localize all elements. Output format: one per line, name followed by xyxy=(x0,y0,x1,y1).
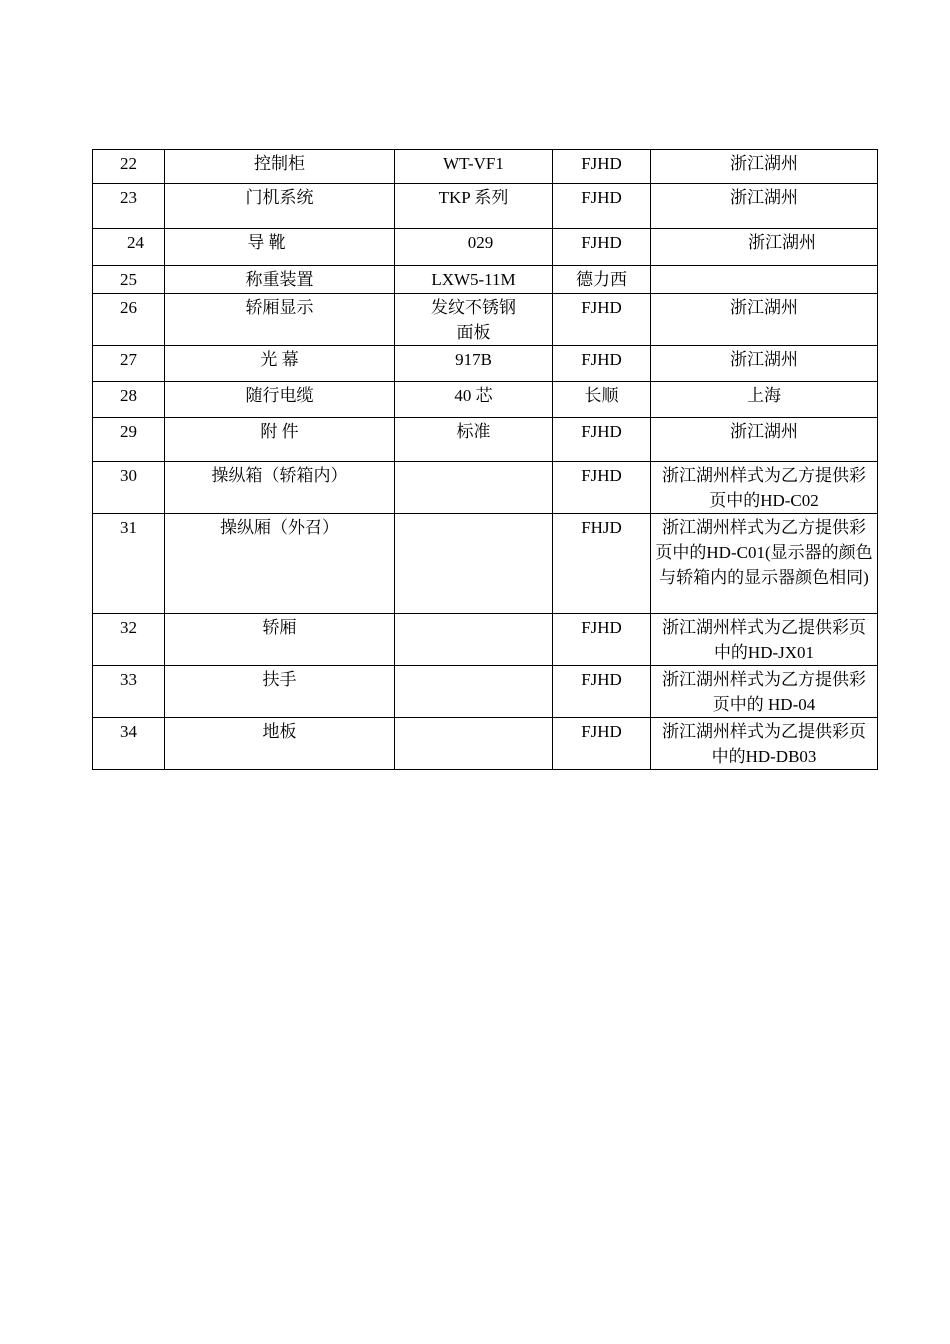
model-cell: 029 xyxy=(395,229,553,266)
model-cell xyxy=(395,614,553,666)
brand-cell: FHJD xyxy=(553,514,651,614)
table-row xyxy=(93,266,878,294)
origin-cell xyxy=(651,266,878,294)
row-number-cell: 32 xyxy=(93,614,165,666)
item-name-cell: 光 幕 xyxy=(165,346,395,382)
table-row xyxy=(93,294,878,346)
item-name-cell: 控制柜 xyxy=(165,150,395,184)
model-cell: TKP 系列 xyxy=(395,184,553,229)
item-name-cell: 附 件 xyxy=(165,418,395,462)
table-row xyxy=(93,462,878,514)
model-cell xyxy=(395,718,553,770)
brand-cell: FJHD xyxy=(553,666,651,718)
origin-cell: 浙江湖州样式为乙方提供彩页中的HD-C02 xyxy=(651,462,878,514)
row-number-cell: 34 xyxy=(93,718,165,770)
brand-cell: 德力西 xyxy=(553,266,651,294)
brand-cell: FJHD xyxy=(553,229,651,266)
equipment-spec-table xyxy=(92,149,878,770)
origin-cell: 浙江湖州样式为乙方提供彩页中的HD-C01(显示器的颜色与轿箱内的显示器颜色相同) xyxy=(651,514,878,614)
item-name-cell: 称重装置 xyxy=(165,266,395,294)
table-row xyxy=(93,184,878,229)
item-name-cell: 门机系统 xyxy=(165,184,395,229)
table-row xyxy=(93,614,878,666)
row-number-cell: 26 xyxy=(93,294,165,346)
origin-cell: 浙江湖州 xyxy=(651,418,878,462)
item-name-cell: 地板 xyxy=(165,718,395,770)
item-name-cell: 操纵厢（外召） xyxy=(165,514,395,614)
brand-cell: FJHD xyxy=(553,184,651,229)
origin-cell: 浙江湖州 xyxy=(651,184,878,229)
brand-cell: FJHD xyxy=(553,294,651,346)
origin-cell: 浙江湖州 xyxy=(651,346,878,382)
origin-cell: 浙江湖州 xyxy=(651,229,878,266)
item-name-cell: 扶手 xyxy=(165,666,395,718)
table-row xyxy=(93,514,878,614)
row-number-cell: 25 xyxy=(93,266,165,294)
model-cell: LXW5-11M xyxy=(395,266,553,294)
item-name-cell: 导 靴 xyxy=(165,229,395,266)
model-cell: 917B xyxy=(395,346,553,382)
row-number-cell: 23 xyxy=(93,184,165,229)
model-cell: WT-VF1 xyxy=(395,150,553,184)
table-row xyxy=(93,229,878,266)
brand-cell: FJHD xyxy=(553,346,651,382)
item-name-cell: 随行电缆 xyxy=(165,382,395,418)
brand-cell: FJHD xyxy=(553,718,651,770)
brand-cell: FJHD xyxy=(553,150,651,184)
origin-cell: 浙江湖州样式为乙提供彩页中的HD-JX01 xyxy=(651,614,878,666)
model-cell: 标准 xyxy=(395,418,553,462)
table-row xyxy=(93,346,878,382)
table-row xyxy=(93,382,878,418)
brand-cell: FJHD xyxy=(553,418,651,462)
origin-cell: 浙江湖州样式为乙提供彩页中的HD-DB03 xyxy=(651,718,878,770)
item-name-cell: 轿厢 xyxy=(165,614,395,666)
brand-cell: FJHD xyxy=(553,614,651,666)
origin-cell: 浙江湖州 xyxy=(651,150,878,184)
origin-cell: 上海 xyxy=(651,382,878,418)
row-number-cell: 29 xyxy=(93,418,165,462)
model-cell xyxy=(395,514,553,614)
model-cell: 40 芯 xyxy=(395,382,553,418)
table-row xyxy=(93,150,878,184)
row-number-cell: 28 xyxy=(93,382,165,418)
row-number-cell: 33 xyxy=(93,666,165,718)
table-row xyxy=(93,418,878,462)
model-cell xyxy=(395,666,553,718)
table-row xyxy=(93,718,878,770)
row-number-cell: 30 xyxy=(93,462,165,514)
origin-cell: 浙江湖州 xyxy=(651,294,878,346)
model-cell: 发纹不锈钢面板 xyxy=(395,294,553,346)
table-row xyxy=(93,666,878,718)
row-number-cell: 22 xyxy=(93,150,165,184)
row-number-cell: 27 xyxy=(93,346,165,382)
row-number-cell: 24 xyxy=(93,229,165,266)
item-name-cell: 轿厢显示 xyxy=(165,294,395,346)
origin-cell: 浙江湖州样式为乙方提供彩页中的 HD-04 xyxy=(651,666,878,718)
model-cell xyxy=(395,462,553,514)
row-number-cell: 31 xyxy=(93,514,165,614)
brand-cell: FJHD xyxy=(553,462,651,514)
item-name-cell: 操纵箱（轿箱内） xyxy=(165,462,395,514)
brand-cell: 长顺 xyxy=(553,382,651,418)
